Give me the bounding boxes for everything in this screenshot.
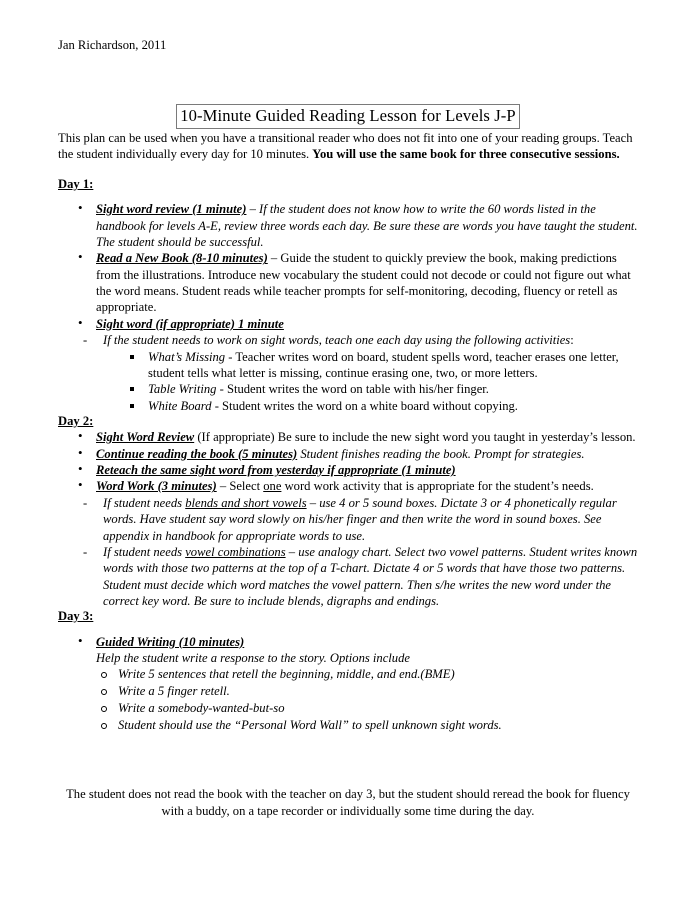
day2-bullet-list xyxy=(58,429,638,494)
day1-bullet-sight-word-optional-lead: Sight word (if appropriate) 1 minute xyxy=(96,316,284,331)
word-work-item-vowels-post: – use analogy chart. Select two vowel patterns. Student writes known words with those two patterns at the top of a T-chart. Dictate 4 or 5 words that have those two patterns. Student must decide which word matches the vowel pattern. Then s/he writes the new word under the correct key word. Be sure to include blends, digraphs and endings. xyxy=(103,544,638,608)
day2-bullet-continue-reading-lead: Continue reading the book (5 minutes) xyxy=(96,446,298,461)
day1-activities-list xyxy=(58,349,638,414)
day2-bullet-sight-word-review-rest: (If appropriate) Be sure to include the new sight word you taught in yesterday’s lesson. xyxy=(194,430,636,445)
day3-bullet-guided-writing xyxy=(58,634,638,650)
page-title: 10-Minute Guided Reading Lesson for Levels J-P xyxy=(176,104,520,129)
day2-bullet-word-work-underline: one xyxy=(263,479,282,494)
activity-white-board xyxy=(58,398,638,414)
intro-text-plain: This plan can be used when you have a transitional reader who does not fit into one of your reading groups. Teach the student individually every day for 10 minutes. xyxy=(58,131,633,162)
day1-sight-word-sub-list xyxy=(58,332,638,348)
day1-heading: Day 1: xyxy=(58,176,94,191)
day2-bullet-continue-reading-rest: Student finishes reading the book. Prompt for strategies. xyxy=(297,446,585,461)
day3-option-bme: Write 5 sentences that retell the beginning, middle, and end.(BME) xyxy=(58,666,638,683)
day2-heading: Day 2: xyxy=(58,414,94,428)
day1-bullet-list xyxy=(58,201,638,332)
word-work-item-vowels-underline: vowel combinations xyxy=(185,544,286,559)
day2-bullet-reteach-sight-word xyxy=(58,462,638,478)
page-title-container xyxy=(0,104,696,129)
day2-bullet-word-work-rest-a: – Select xyxy=(216,479,264,494)
document-body xyxy=(58,130,638,733)
day1-bullet-sight-word-optional xyxy=(58,316,638,332)
activity-whats-missing-name: What’s Missing xyxy=(148,349,226,364)
author-byline: Jan Richardson, 2011 xyxy=(58,38,167,52)
day2-bullet-continue-reading xyxy=(58,446,638,462)
day1-sight-word-sub-item xyxy=(58,332,638,348)
day1-bullet-sight-word-review-rest: – If the student does not know how to write the 60 words listed in the handbook for levels A-E, review three words each day. Be sure these are words you have taught the student. The student should be successful. xyxy=(96,202,638,250)
day3-bullet-list xyxy=(58,634,638,650)
day3-option-finger-retell: Write a 5 finger retell. xyxy=(58,683,638,700)
activity-whats-missing xyxy=(58,349,638,382)
activity-white-board-name: White Board xyxy=(148,398,212,413)
intro-paragraph xyxy=(58,130,638,163)
day2-bullet-word-work-rest-b: word work activity that is appropriate for the student’s needs. xyxy=(281,479,594,494)
activity-table-writing-name: Table Writing xyxy=(148,382,217,397)
day1-bullet-read-new-book xyxy=(58,250,638,315)
closing-note: The student does not read the book with the teacher on day 3, but the student should reread the book for fluency with a buddy, on a tape recorder or individually some time during the day. xyxy=(66,787,630,818)
word-work-item-blends xyxy=(58,495,638,544)
day2-bullet-word-work-lead: Word Work (3 minutes) xyxy=(96,479,217,494)
activity-table-writing xyxy=(58,381,638,397)
activity-whats-missing-desc: - Teacher writes word on board, student spells word, teacher erases one letter, student tells what letter is missing, continue erasing one, two, or more letters. xyxy=(148,349,619,380)
word-work-item-blends-pre: If student needs xyxy=(103,495,186,510)
day3-guided-writing-intro: Help the student write a response to the story. Options include xyxy=(96,651,410,666)
word-work-item-blends-post: – use 4 or 5 sound boxes. Dictate 3 or 4 phonetically regular words. Have student say word slowly on his/her finger and then write the word in sound boxes. See appendix in handbook for appropriate words to use. xyxy=(103,495,617,543)
day1-sight-word-sub-colon: : xyxy=(570,333,574,348)
day1-sight-word-sub-text: If the student needs to work on sight words, teach one each day using the following activities xyxy=(103,333,571,348)
word-work-item-blends-underline: blends and short vowels xyxy=(185,495,307,510)
day3-option-somebody-wanted-but-so: Write a somebody-wanted-but-so xyxy=(58,700,638,717)
day2-word-work-sub-list xyxy=(58,495,638,610)
day1-bullet-read-new-book-lead: Read a New Book (8-10 minutes) xyxy=(96,251,268,266)
day3-bullet-guided-writing-lead: Guided Writing (10 minutes) xyxy=(96,634,245,649)
day1-bullet-sight-word-review xyxy=(58,201,638,250)
day2-bullet-sight-word-review-lead: Sight Word Review xyxy=(96,430,195,445)
day1-bullet-sight-word-review-lead: Sight word review (1 minute) xyxy=(96,202,247,217)
activity-white-board-desc: - Student writes the word on a white board without copying. xyxy=(211,398,518,413)
day2-bullet-sight-word-review xyxy=(58,429,638,445)
day3-heading: Day 3: xyxy=(58,609,94,624)
intro-text-bold: You will use the same book for three consecutive sessions. xyxy=(312,147,620,162)
activity-table-writing-desc: - Student writes the word on table with his/her finger. xyxy=(216,382,489,397)
day2-bullet-word-work xyxy=(58,478,638,494)
word-work-item-vowels xyxy=(58,544,638,609)
day3-options-list xyxy=(58,666,638,733)
word-work-item-vowels-pre: If student needs xyxy=(103,544,186,559)
day2-bullet-reteach-sight-word-lead: Reteach the same sight word from yesterday if appropriate (1 minute) xyxy=(96,463,456,478)
day1-bullet-read-new-book-rest: – Guide the student to quickly preview the book, making predictions from the illustrations. Introduce new vocabulary the student could not decode or could not figure out what the word means. Student reads while teacher prompts for self-monitoring, decoding, fluency or retell as appropriate. xyxy=(96,251,631,315)
day3-option-personal-word-wall: Student should use the “Personal Word Wall” to spell unknown sight words. xyxy=(58,717,638,734)
